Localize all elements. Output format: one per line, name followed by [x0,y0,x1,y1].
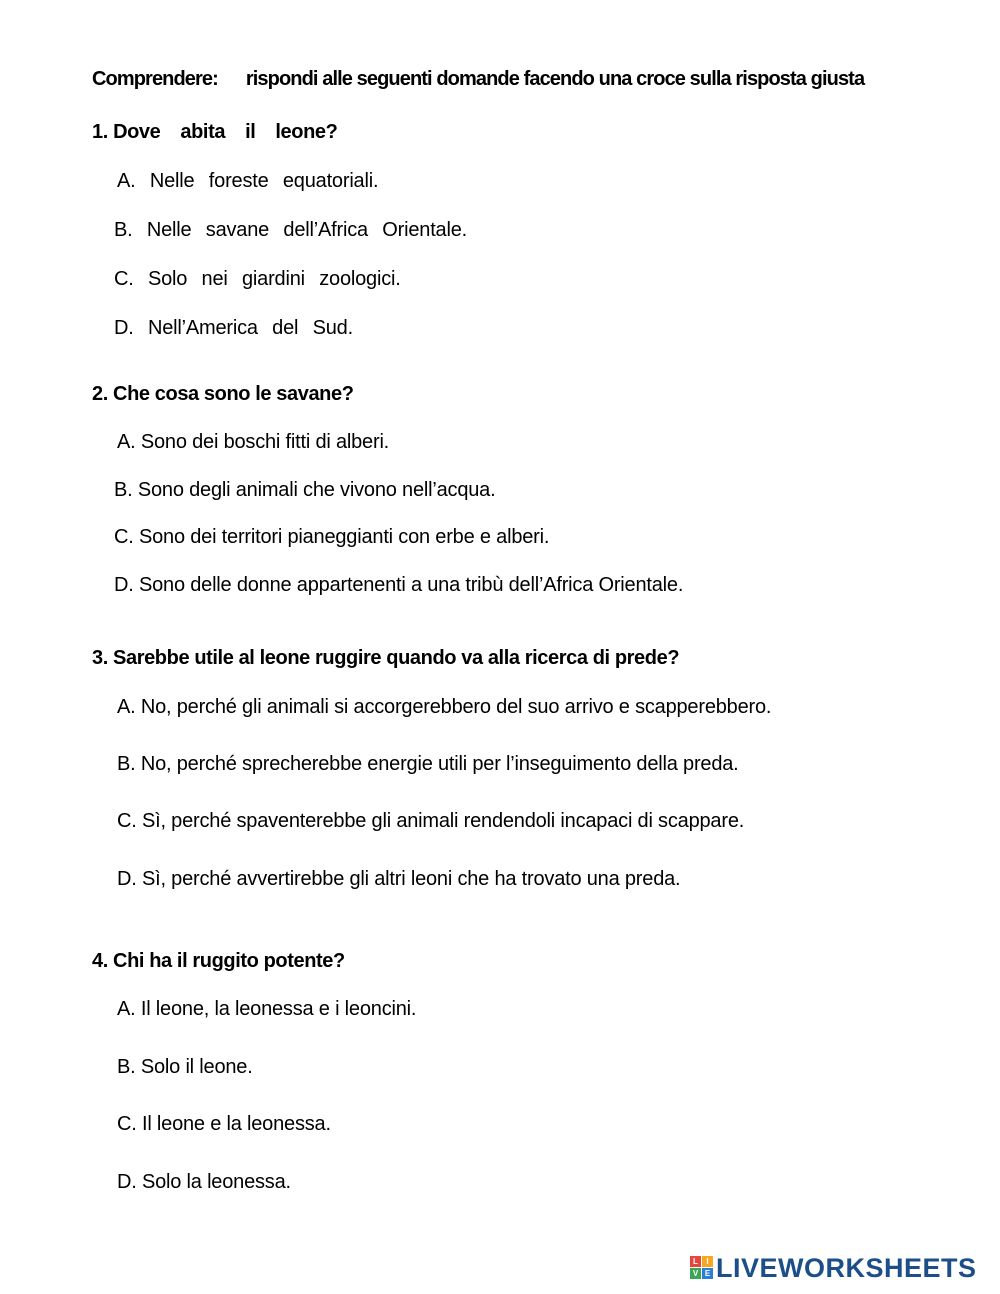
q4-option-c[interactable]: C. Il leone e la leonessa. [117,1113,331,1135]
q4-option-d[interactable]: D. Solo la leonessa. [117,1171,291,1193]
q2-option-d[interactable]: D. Sono delle donne appartenenti a una tribù dell’Africa Orientale. [114,574,684,596]
q4-option-a[interactable]: A. Il leone, la leonessa e i leoncini. [117,998,417,1020]
liveworksheets-logo[interactable] [690,1253,977,1283]
logo-text: LIVEWORKSHEETS [716,1252,977,1283]
q1-option-d[interactable]: D. Nell’America del Sud. [114,317,353,339]
page-header [92,68,864,91]
q1-option-a[interactable]: A. Nelle foreste equatoriali. [117,170,379,192]
logo-tile: I [702,1256,713,1267]
question-word: leone? [275,121,338,143]
q3-option-b[interactable]: B. No, perché sprecherebbe energie utili per l’inseguimento della preda. [117,753,739,775]
question-3: 3. Sarebbe utile al leone ruggire quando va alla ricerca di prede? [92,647,680,669]
question-word: abita [180,121,226,143]
q2-option-c[interactable]: C. Sono dei territori pianeggianti con erbe e alberi. [114,526,550,548]
logo-tile: L [690,1256,701,1267]
q1-option-c[interactable]: C. Solo nei giardini zoologici. [114,268,401,290]
q2-option-a[interactable]: A. Sono dei boschi fitti di alberi. [117,431,390,453]
header-label: Comprendere: [92,68,218,90]
logo-tile: E [702,1268,713,1279]
header-instruction: rispondi alle seguenti domande facendo una croce sulla risposta giusta [245,68,865,90]
question-4: 4. Chi ha il ruggito potente? [92,950,345,972]
q4-option-b[interactable]: B. Solo il leone. [117,1056,253,1078]
question-word: il [245,121,256,143]
question-number: 1. [92,121,108,143]
question-1 [92,121,337,144]
q3-option-a[interactable]: A. No, perché gli animali si accorgerebbero del suo arrivo e scapperebbero. [117,696,772,718]
q1-option-b[interactable]: B. Nelle savane dell’Africa Orientale. [114,219,467,241]
liveworksheets-logo-icon [690,1256,714,1280]
q3-option-d[interactable]: D. Sì, perché avvertirebbe gli altri leoni che ha trovato una preda. [117,868,681,890]
question-2: 2. Che cosa sono le savane? [92,383,354,405]
logo-tile: V [690,1268,701,1279]
question-word: Dove [113,121,161,143]
q3-option-c[interactable]: C. Sì, perché spaventerebbe gli animali rendendoli incapaci di scappare. [117,810,745,832]
q2-option-b[interactable]: B. Sono degli animali che vivono nell’acqua. [114,479,496,501]
